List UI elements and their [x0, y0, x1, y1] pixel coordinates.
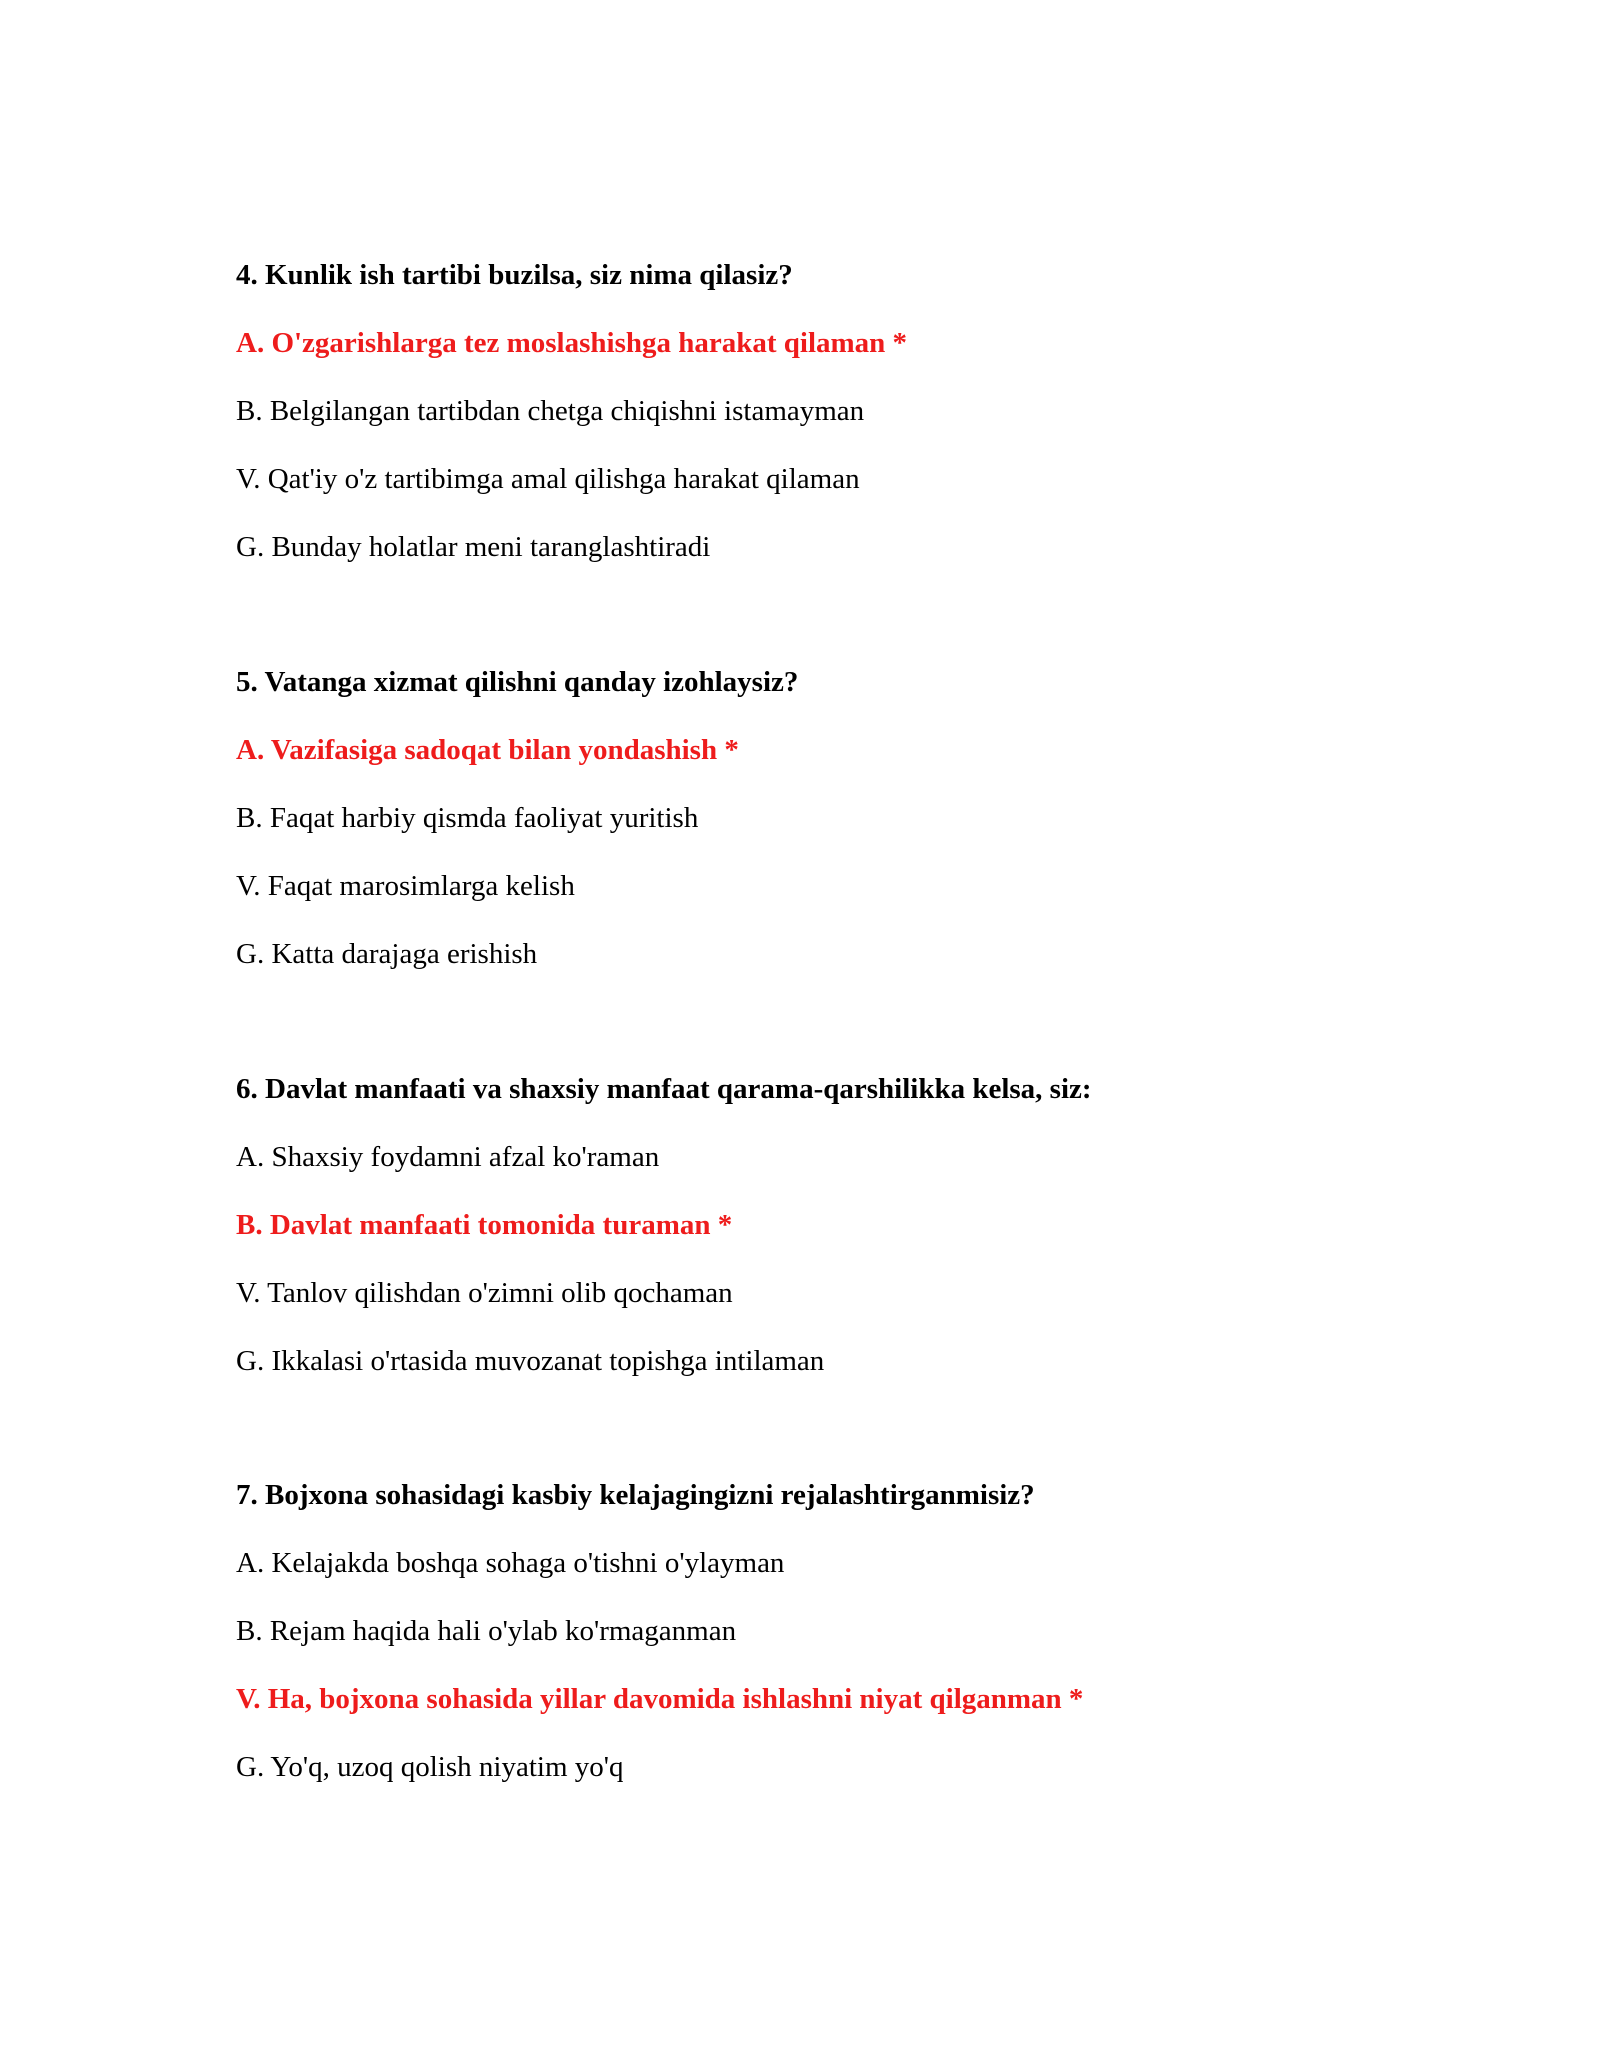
answer-option: G. Ikkalasi o'rtasida muvozanat topishga intilaman — [236, 1345, 825, 1377]
answer-option: V. Faqat marosimlarga kelish — [236, 870, 575, 902]
question-text: 4. Kunlik ish tartibi buzilsa, siz nima qilasiz? — [236, 259, 793, 291]
answer-option: G. Yo'q, uzoq qolish niyatim yo'q — [236, 1751, 624, 1783]
answer-option: A. Kelajakda boshqa sohaga o'tishni o'ylayman — [236, 1547, 785, 1579]
answer-option-correct: V. Ha, bojxona sohasida yillar davomida ishlashni niyat qilganman * — [236, 1683, 1084, 1715]
answer-option: V. Tanlov qilishdan o'zimni olib qochaman — [236, 1277, 733, 1309]
answer-option-correct: A. Vazifasiga sadoqat bilan yondashish * — [236, 734, 739, 766]
answer-option: B. Faqat harbiy qismda faoliyat yuritish — [236, 802, 699, 834]
question-text: 6. Davlat manfaati va shaxsiy manfaat qarama-qarshilikka kelsa, siz: — [236, 1073, 1092, 1105]
answer-option-correct: B. Davlat manfaati tomonida turaman * — [236, 1209, 733, 1241]
question-text: 5. Vatanga xizmat qilishni qanday izohlaysiz? — [236, 666, 799, 698]
answer-option: V. Qat'iy o'z tartibimga amal qilishga harakat qilaman — [236, 463, 860, 495]
question-text: 7. Bojxona sohasidagi kasbiy kelajagingizni rejalashtirganmisiz? — [236, 1479, 1035, 1511]
answer-option: G. Katta darajaga erishish — [236, 938, 538, 970]
answer-option: G. Bunday holatlar meni taranglashtiradi — [236, 531, 711, 563]
answer-option: B. Belgilangan tartibdan chetga chiqishni istamayman — [236, 395, 865, 427]
answer-option: A. Shaxsiy foydamni afzal ko'raman — [236, 1141, 660, 1173]
answer-option-correct: A. O'zgarishlarga tez moslashishga harakat qilaman * — [236, 327, 908, 359]
answer-option: B. Rejam haqida hali o'ylab ko'rmaganman — [236, 1615, 737, 1647]
